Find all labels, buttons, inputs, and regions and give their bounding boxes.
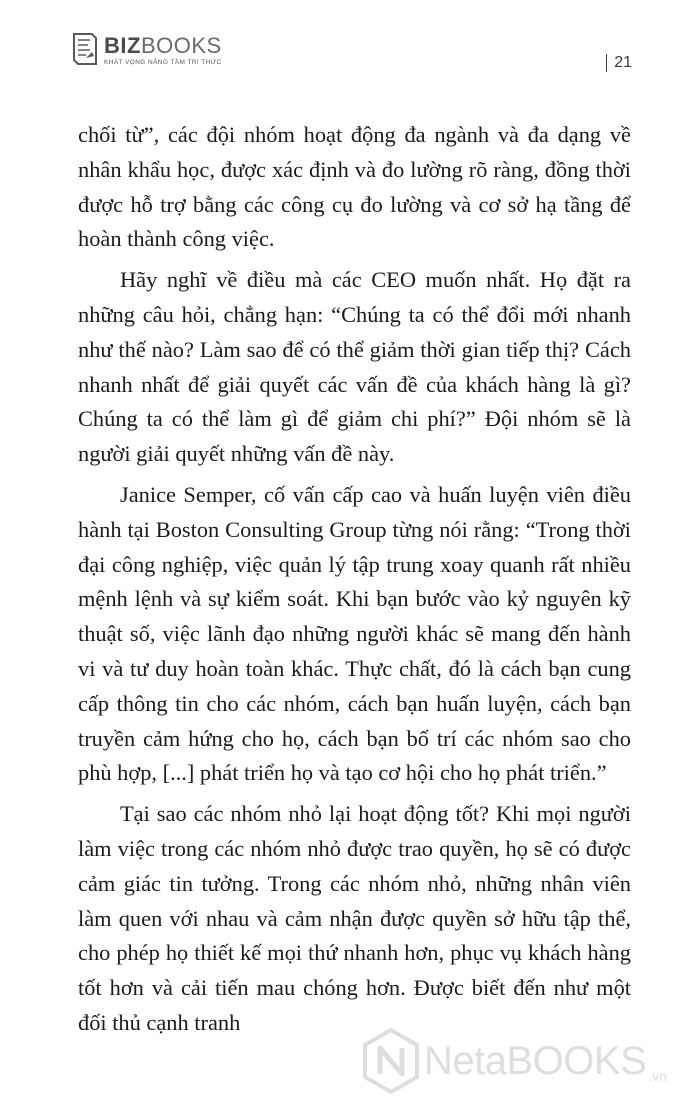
bizbooks-logo-icon [72,32,98,66]
page-header [72,32,642,82]
page-number [606,54,632,72]
body-text [78,118,631,1047]
paragraph-2: Hãy nghĩ về điều mà các CEO muốn nhất. Họ đặt ra những câu hỏi, chẳng hạn: “Chúng ta có thể đổi mới nhanh như thế nào? Làm sao để có thể giảm thời gian tiếp thị? Cách nhanh nhất để giải quyết các vấn đề của khách hàng là gì? Chúng ta có thể làm gì để giảm chi phí?” Đội nhóm sẽ là người giải quyết những vấn đề này. [78,267,631,467]
netabooks-logo-icon [362,1028,420,1094]
brand-tagline: KHÁT VỌNG NÂNG TẦM TRI THỨC [104,59,222,66]
brand-text [104,32,222,66]
paragraph-3: Janice Semper, cố vấn cấp cao và huấn luyện viên điều hành tại Boston Consulting Group từng nói rằng: “Trong thời đại công nghiệp, việc quản lý tập trung xoay quanh rất nhiều mệnh lệnh và sự kiểm soát. Khi bạn bước vào kỷ nguyên kỹ thuật số, việc lãnh đạo những người khác sẽ mang đến hành vi và tư duy hoàn toàn khác. Thực chất, đó là cách bạn cung cấp thông tin cho các nhóm, cách bạn huấn luyện, cách bạn truyền cảm hứng cho họ, cách bạn bố trí các nhóm sao cho phù hợp, [...] phát triển họ và tạo cơ hội cho họ phát triển.” [78,481,631,786]
watermark-domain: .vn [648,1068,667,1084]
watermark-text: NetaBOOKS [424,1038,647,1083]
page-number-divider [606,54,608,72]
brand-name: BIZBOOKS [104,33,222,58]
paragraph-4: Tại sao các nhóm nhỏ lại hoạt động tốt? Khi mọi người làm việc trong các nhóm nhỏ được trao quyền, họ sẽ có được cảm giác tin tưởng. Trong các nhóm nhỏ, những nhân viên làm quen với nhau và cảm nhận được quyền sở hữu tập thể, cho phép họ thiết kế mọi thứ nhanh hơn, phục vụ khách hàng tốt hơn và cải tiến mau chóng hơn. Được biết đến như một đối thủ cạnh tranh [78,801,631,1035]
watermark [362,1028,667,1094]
brand [72,32,222,66]
paragraph-1: chối từ”, các đội nhóm hoạt động đa ngành và đa dạng về nhân khẩu học, được xác định và đo lường rõ ràng, đồng thời được hỗ trợ bằng các công cụ đo lường và cơ sở hạ tầng để hoàn thành công việc. [78,122,631,252]
page-number-value: 21 [614,54,632,71]
